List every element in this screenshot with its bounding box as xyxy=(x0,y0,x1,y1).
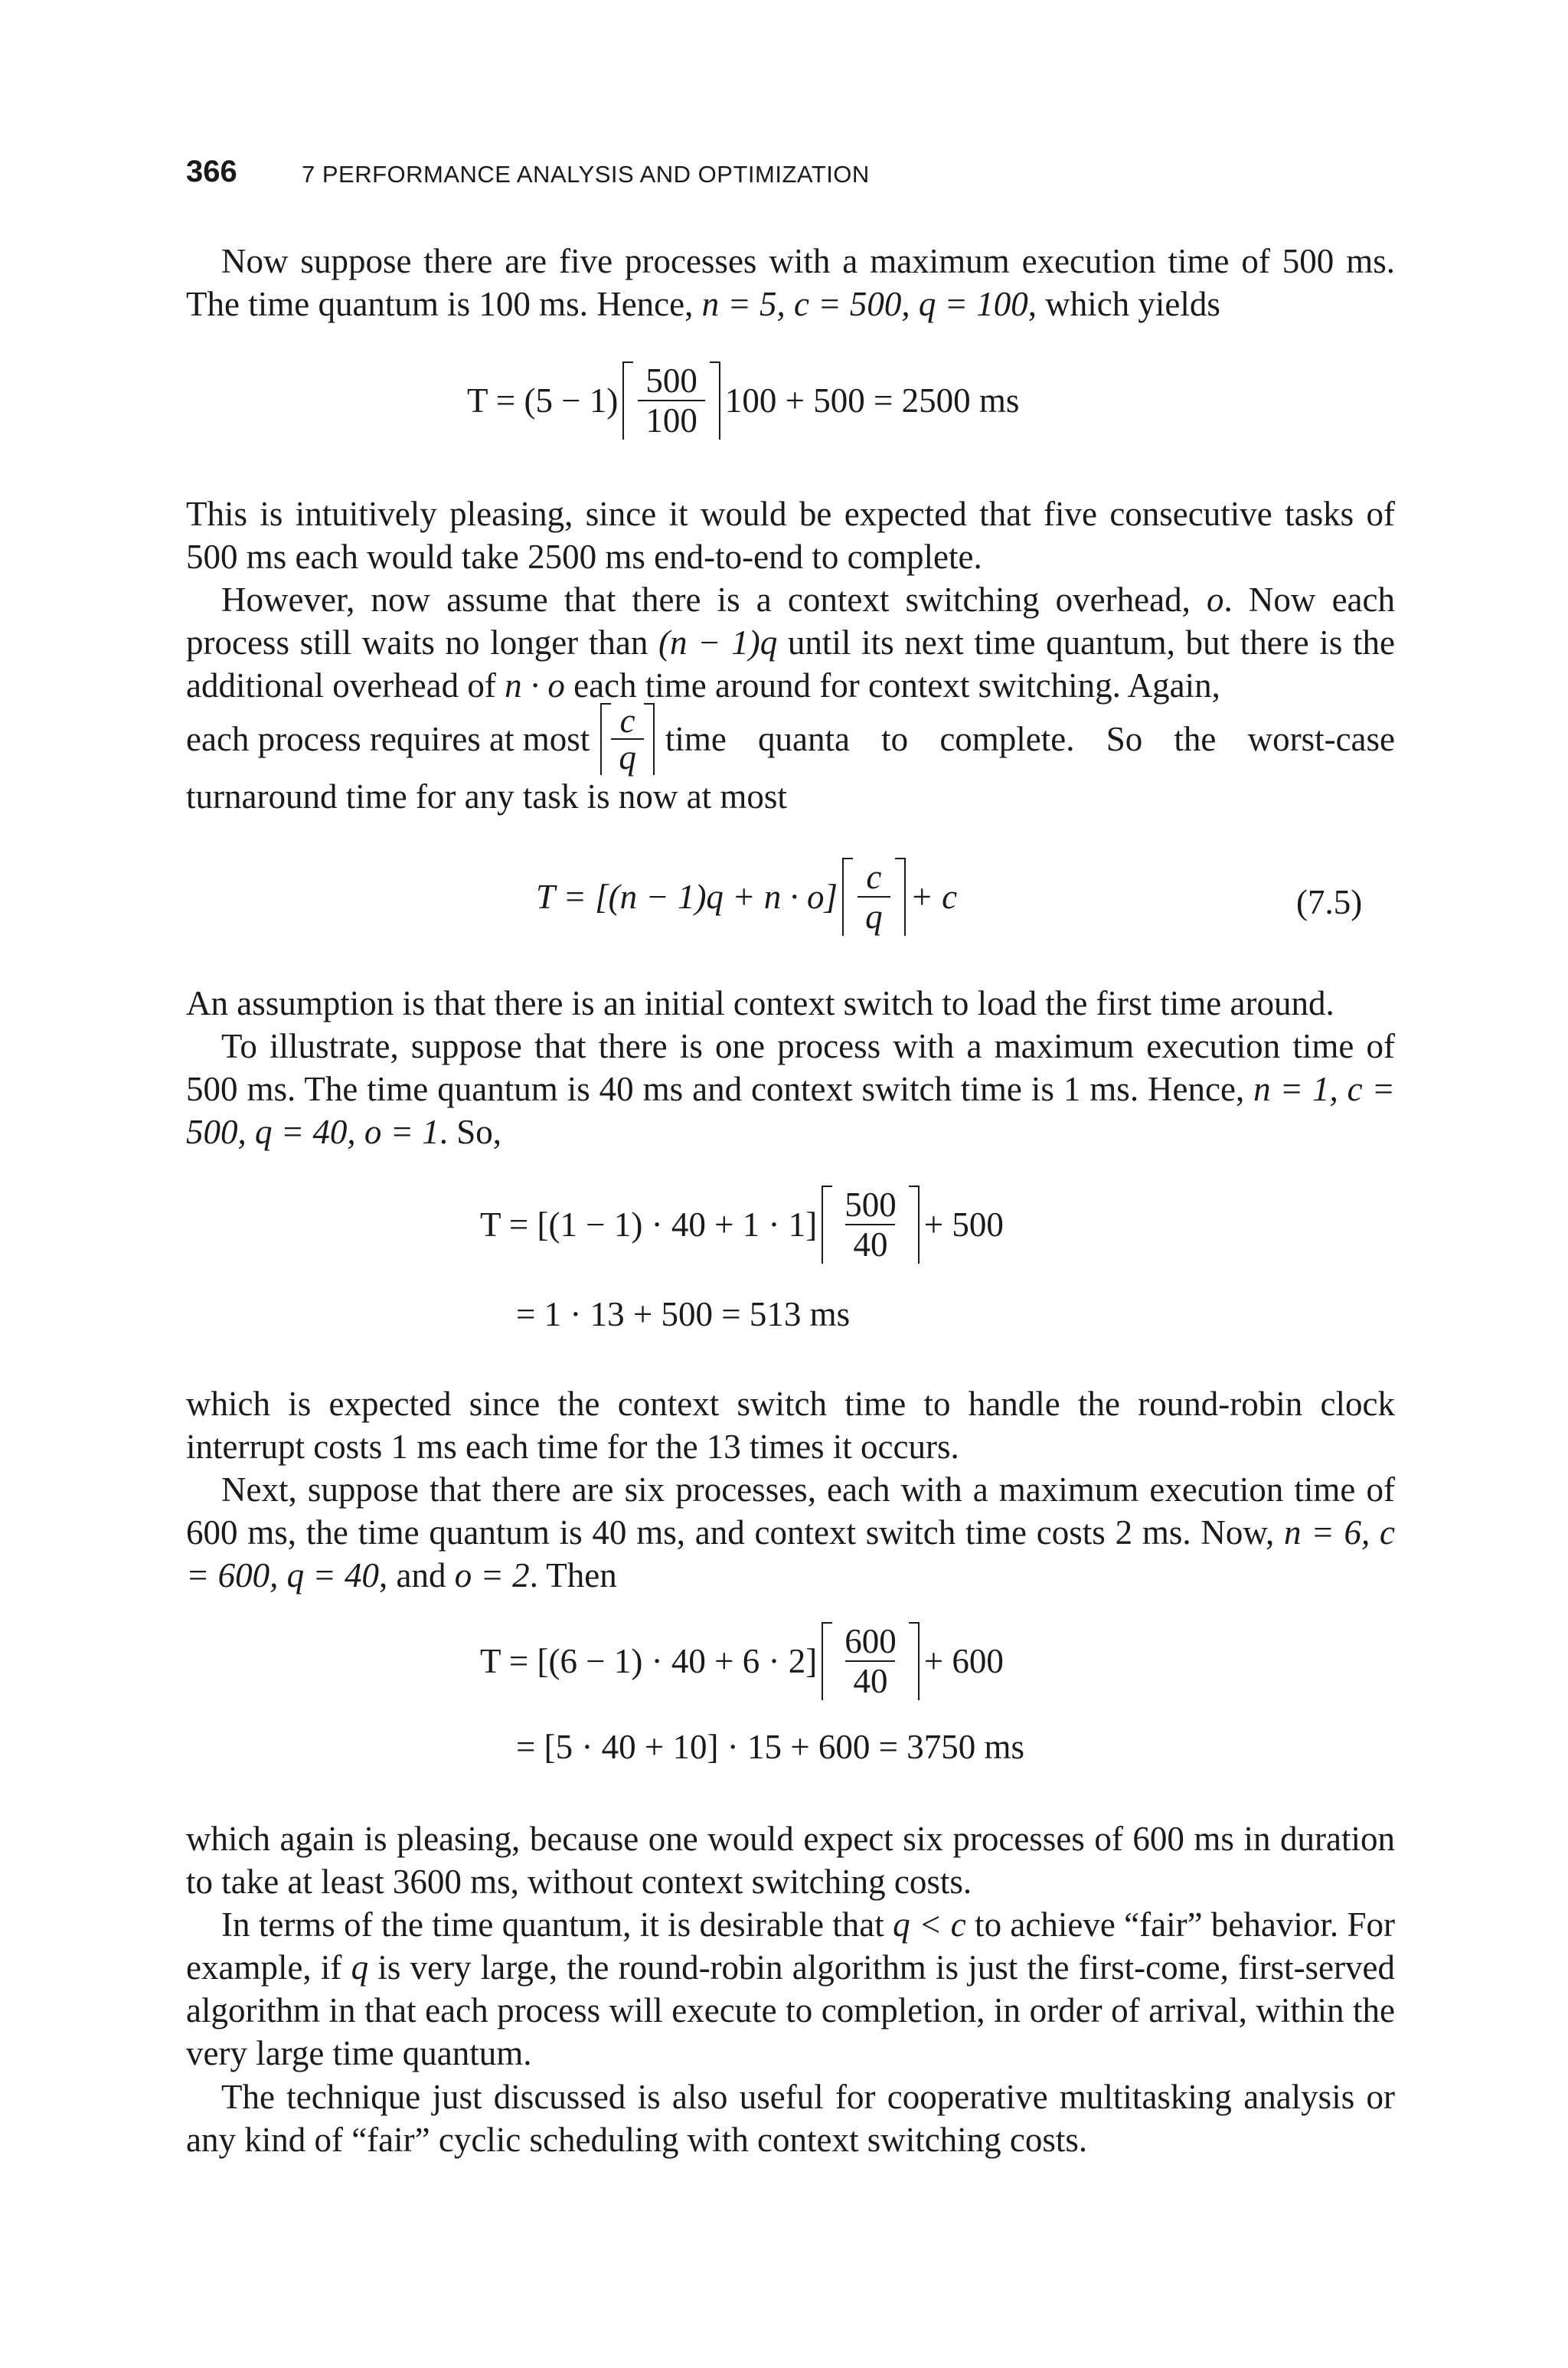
equation-2-line-2: = 1 · 13 + 500 = 513 ms xyxy=(516,1295,851,1333)
ceiling-bracket xyxy=(600,703,655,775)
paragraph-3: However, now assume that there is a context switching overhead, o. Now each process still waits no longer than (n − 1)q until its next time quantum, but there is the additional overhead of n · o each time around for context switching. Again, xyxy=(186,581,1395,705)
paragraph-2: This is intuitively pleasing, since it would be expected that five consecutive tasks of 500 ms each would take 2500 ms end-to-end to complete. xyxy=(186,495,1395,576)
fraction: $\frac{500}{40}$ xyxy=(844,1186,897,1264)
fraction: $\frac{c}{q}$ xyxy=(611,703,644,775)
paragraph-6: which is expected since the context switch time to handle the round-robin clock interrupt costs 1 ms each time for the 13 times it occurs. xyxy=(186,1385,1395,1466)
paragraph-3-ceil-line: each process requires at most $\frac{c}{q}$ time quanta to complete. So the worst-case xyxy=(186,702,1395,777)
ceiling-bracket xyxy=(822,1622,920,1700)
fraction: $\frac{c}{q}$ xyxy=(858,858,890,936)
paragraph-8: which again is pleasing, because one would expect six processes of 600 ms in duration to take at least 3600 ms, without context switching costs. xyxy=(186,1820,1395,1901)
ceiling-bracket xyxy=(622,361,720,440)
ceiling-bracket xyxy=(822,1186,920,1264)
paragraph-10: The technique just discussed is also useful for cooperative multitasking analysis or any kind of “fair” cyclic scheduling with context switching costs. xyxy=(186,2078,1395,2159)
page-number: 366 xyxy=(186,155,237,188)
paragraph-9: In terms of the time quantum, it is desirable that q < c to achieve “fair” behavior. For example, if q is very large, the round-robin algorithm is just the first-come, first-served algorithm in that each process will execute to completion, in order of arrival, within the very large time quantum. xyxy=(186,1905,1395,2072)
paragraph-1: Now suppose there are five processes with a maximum execution time of 500 ms. The time quantum is 100 ms. Hence, n = 5, c = 500, q = 100, which yields xyxy=(186,242,1395,323)
equation-number: (7.5) xyxy=(1296,883,1363,921)
paragraph-3-end: turnaround time for any task is now at most xyxy=(186,777,787,816)
equation-3: T = [(6 − 1) · 40 + 6 · 2] $\frac{600}{40}$ + 600 xyxy=(480,1622,1004,1700)
equation-3-line-2: = [5 · 40 + 10] · 15 + 600 = 3750 ms xyxy=(516,1728,1024,1766)
paragraph-7: Next, suppose that there are six processes, each with a maximum execution time of 600 ms, the time quantum is 40 ms, and context switch time costs 2 ms. Now, n = 6, c = 600, q = 40, and o = 2. Then xyxy=(186,1470,1395,1594)
chapter-title: 7 PERFORMANCE ANALYSIS AND OPTIMIZATION xyxy=(302,161,870,188)
fraction: $\frac{500}{100}$ xyxy=(638,361,705,440)
ceiling-bracket xyxy=(842,858,906,936)
paragraph-4: An assumption is that there is an initial context switch to load the first time around. xyxy=(186,984,1334,1022)
paragraph-5: To illustrate, suppose that there is one process with a maximum execution time of 500 ms. The time quantum is 40 ms and context switch time is 1 ms. Hence, n = 1, c = 500, q = 40, o = 1. So, xyxy=(186,1027,1395,1151)
equation-1: T = (5 − 1) $\frac{500}{100}$ 100 + 500 = 2500 ms xyxy=(467,361,1020,440)
equation-7-5: T = [(n − 1)q + n · o] $\frac{c}{q}$ + c xyxy=(536,858,958,936)
fraction: $\frac{600}{40}$ xyxy=(844,1622,897,1700)
equation-2: T = [(1 − 1) · 40 + 1 · 1] $\frac{500}{40}$ + 500 xyxy=(480,1186,1004,1264)
